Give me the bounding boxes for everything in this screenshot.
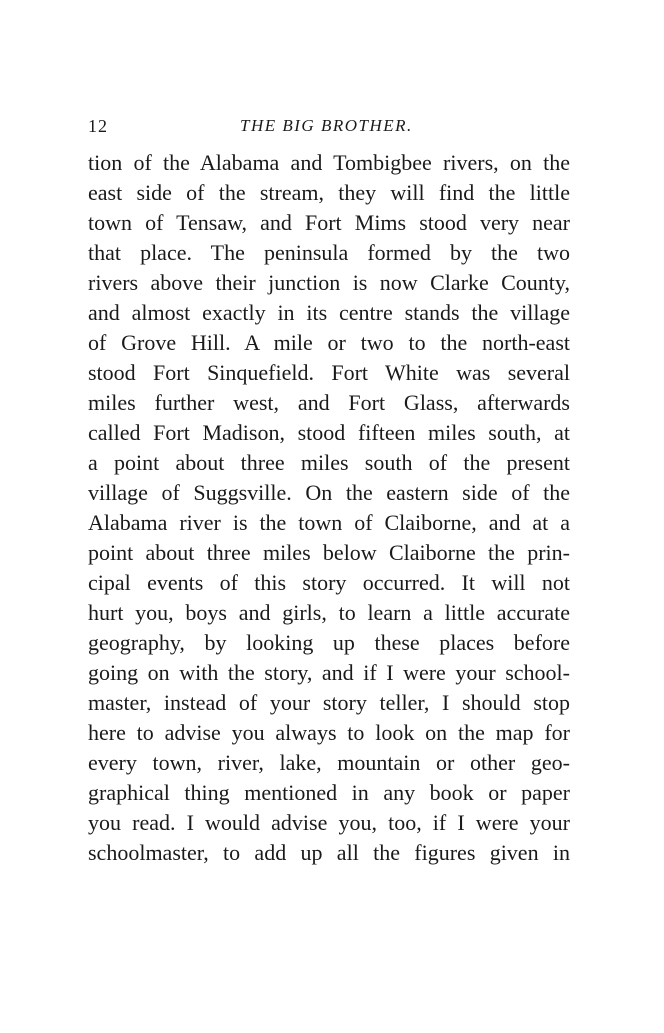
text-line: and almost exactly in its centre stands the village — [88, 300, 570, 325]
text-line: cipal events of this story occurred. It will not — [88, 570, 570, 595]
text-line: here to advise you always to look on the map for — [88, 720, 570, 745]
text-line: a point about three miles south of the present — [88, 450, 570, 475]
text-line: you read. I would advise you, too, if I were your — [88, 810, 570, 835]
text-line: tion of the Alabama and Tombigbee rivers, on the — [88, 150, 570, 175]
text-line: every town, river, lake, mountain or other geo- — [88, 750, 570, 775]
text-line: east side of the stream, they will find the little — [88, 180, 570, 205]
text-line: graphical thing mentioned in any book or paper — [88, 780, 570, 805]
text-line: hurt you, boys and girls, to learn a little accurate — [88, 600, 570, 625]
text-line: geography, by looking up these places before — [88, 630, 570, 655]
text-line: of Grove Hill. A mile or two to the north-east — [88, 330, 570, 355]
text-line: Alabama river is the town of Claiborne, and at a — [88, 510, 570, 535]
page-number: 12 — [88, 116, 108, 136]
text-line: going on with the story, and if I were your school- — [88, 660, 570, 685]
running-title: THE BIG BROTHER. — [240, 116, 413, 135]
text-line: point about three miles below Claiborne the prin- — [88, 540, 570, 565]
text-line: miles further west, and Fort Glass, afterwards — [88, 390, 570, 415]
text-line: stood Fort Sinquefield. Fort White was several — [88, 360, 570, 385]
text-line: schoolmaster, to add up all the figures given in — [88, 840, 570, 865]
running-head — [88, 116, 570, 138]
body-text — [88, 148, 570, 868]
text-line: master, instead of your story teller, I should stop — [88, 690, 570, 715]
text-line: rivers above their junction is now Clarke County, — [88, 270, 570, 295]
text-line: that place. The peninsula formed by the two — [88, 240, 570, 265]
text-line: village of Suggsville. On the eastern side of the — [88, 480, 570, 505]
text-line: town of Tensaw, and Fort Mims stood very near — [88, 210, 570, 235]
text-line: called Fort Madison, stood fifteen miles south, at — [88, 420, 570, 445]
